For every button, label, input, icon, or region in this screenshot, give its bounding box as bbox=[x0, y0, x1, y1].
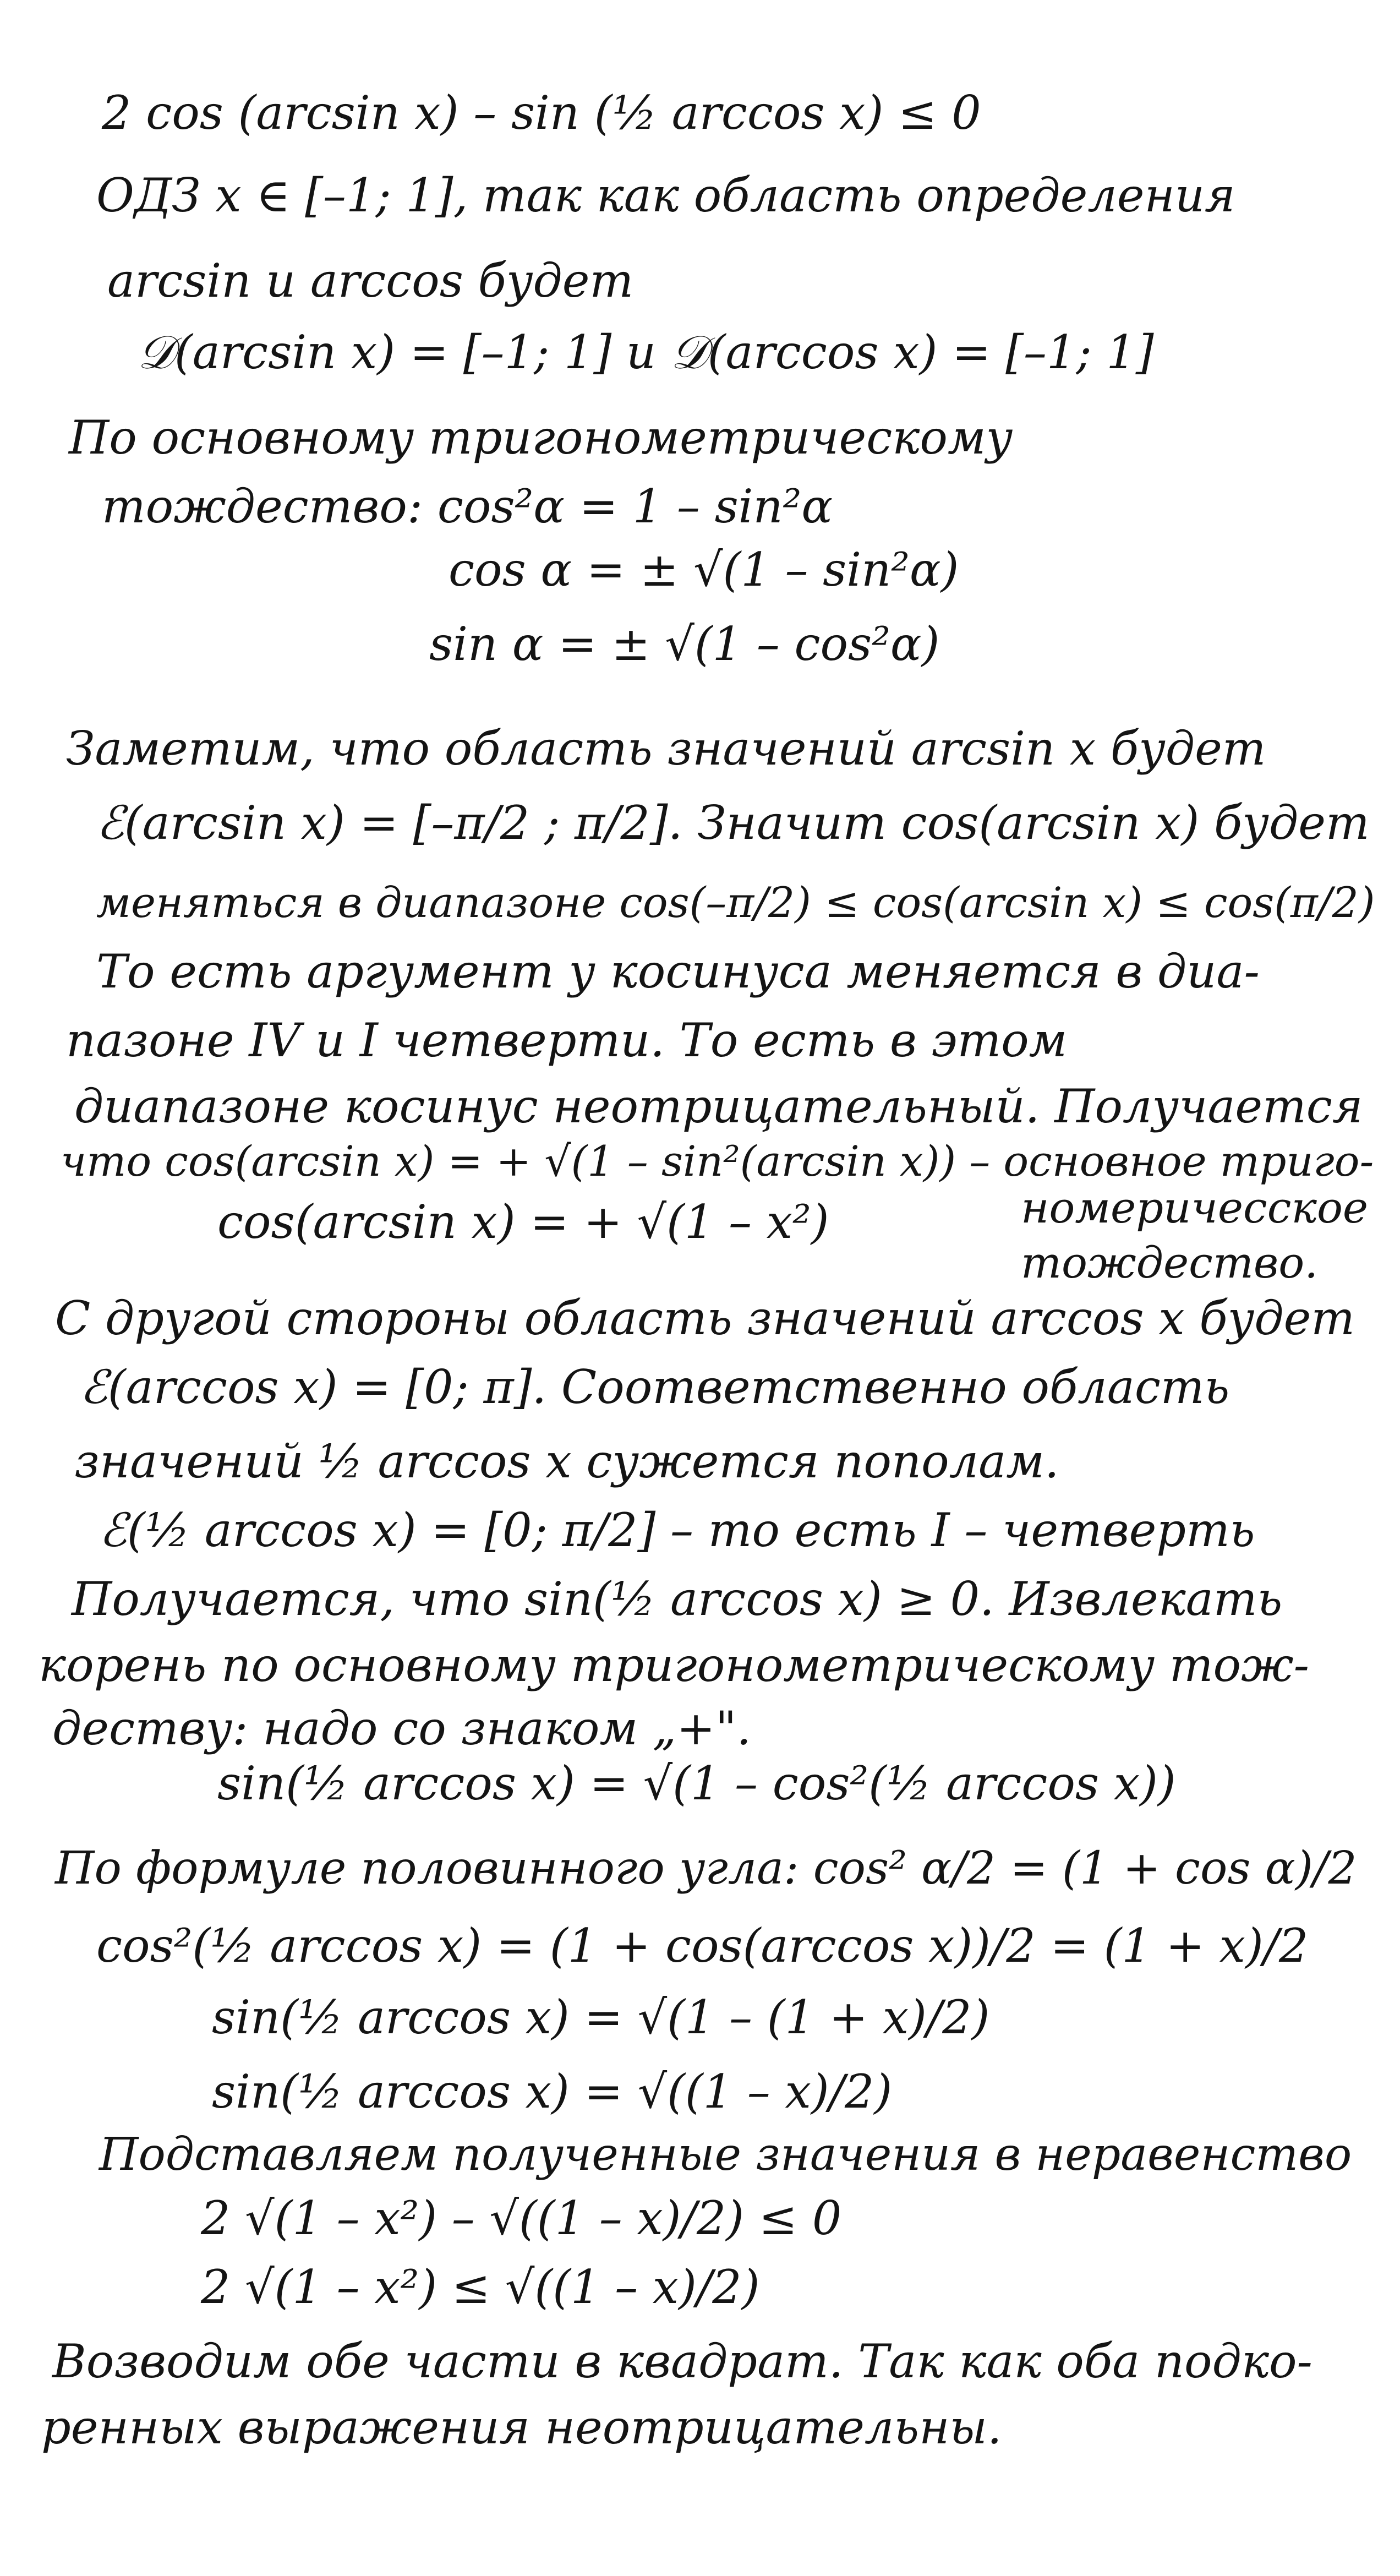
identity-side-note-end: тождество. bbox=[1021, 1238, 1318, 1288]
domain-definition: 𝒟(arcsin x) = [–1; 1] и 𝒟(arccos x) = [–1; 1] bbox=[138, 325, 1154, 379]
sin-substitution: sin(½ arccos x) = √(1 – (1 + x)/2) bbox=[212, 1990, 990, 2044]
pythagorean-identity: тождество: cos²α = 1 – sin²α bbox=[102, 479, 833, 533]
cos-arcsin-expression: что cos(arcsin x) = + √(1 – sin²(arcsin x)) – основное триго- bbox=[61, 1137, 1374, 1186]
cos-arcsin-result: cos(arcsin x) = + √(1 – x²) bbox=[217, 1195, 829, 1249]
nonnegative-radicands-note: ренных выражения неотрицательны. bbox=[41, 2400, 1002, 2454]
cos-squared-result: cos²(½ arccos x) = (1 + cos(arccos x))/2 = (1 + x)/2 bbox=[96, 1919, 1309, 1973]
arcsin-range-note: Заметим, что область значений arcsin x будет bbox=[66, 722, 1266, 776]
identity-intro: По основному тригонометрическому bbox=[69, 411, 1013, 465]
substituted-inequality: 2 √(1 – x²) – √((1 – x)/2) ≤ 0 bbox=[201, 2191, 842, 2245]
cos-nonnegative-note: диапазоне косинус неотрицательный. Получается bbox=[74, 1079, 1363, 1133]
cos-root-formula: cos α = ± √(1 – sin²α) bbox=[449, 543, 959, 597]
arccos-range-note: С другой стороны область значений arccos x будет bbox=[55, 1291, 1355, 1345]
square-both-sides-note: Возводим обе части в квадрат. Так как оба подко- bbox=[52, 2334, 1312, 2388]
quadrant-note-2: пазоне IV и I четверти. То есть в этом bbox=[66, 1013, 1068, 1067]
sin-root-formula: sin α = ± √(1 – cos²α) bbox=[429, 617, 940, 671]
substitute-note: Подставляем полученные значения в неравенство bbox=[99, 2129, 1352, 2181]
rearranged-inequality: 2 √(1 – x²) ≤ √((1 – x)/2) bbox=[201, 2260, 760, 2314]
root-sign-note-2: деству: надо со знаком „+". bbox=[52, 1701, 752, 1755]
cos-range: меняться в диапазоне cos(–π/2) ≤ cos(arcsin x) ≤ cos(π/2) bbox=[96, 878, 1375, 927]
arccos-range: ℰ(arccos x) = [0; π]. Соответственно область bbox=[80, 1360, 1230, 1414]
half-angle-formula: По формуле половинного угла: cos² α/2 = (1 + cos α)/2 bbox=[55, 1842, 1357, 1895]
sin-half-arccos-root: sin(½ arccos x) = √(1 – cos²(½ arccos x)) bbox=[217, 1756, 1176, 1810]
inequality-statement: 2 cos (arcsin x) – sin (½ arccos x) ≤ 0 bbox=[102, 86, 981, 140]
domain-statement: ОДЗ x ∈ [–1; 1], так как область определения bbox=[96, 168, 1235, 222]
sin-result: sin(½ arccos x) = √((1 – x)/2) bbox=[212, 2065, 893, 2119]
domain-functions: arcsin и arccos будет bbox=[107, 254, 634, 308]
quadrant-note-1: То есть аргумент у косинуса меняется в диа- bbox=[96, 945, 1260, 998]
half-arccos-range: ℰ(½ arccos x) = [0; π/2] – то есть I – четверть bbox=[99, 1503, 1255, 1557]
sin-nonnegative-note: Получается, что sin(½ arccos x) ≥ 0. Извлекать bbox=[72, 1572, 1283, 1626]
identity-side-note: номеричесское bbox=[1021, 1183, 1369, 1233]
arcsin-range: ℰ(arcsin x) = [–π/2 ; π/2]. Значит cos(arcsin x) будет bbox=[96, 796, 1370, 850]
half-arccos-note: значений ½ arccos x сужется пополам. bbox=[74, 1434, 1059, 1488]
root-sign-note-1: корень по основному тригонометрическому тож- bbox=[39, 1638, 1309, 1692]
